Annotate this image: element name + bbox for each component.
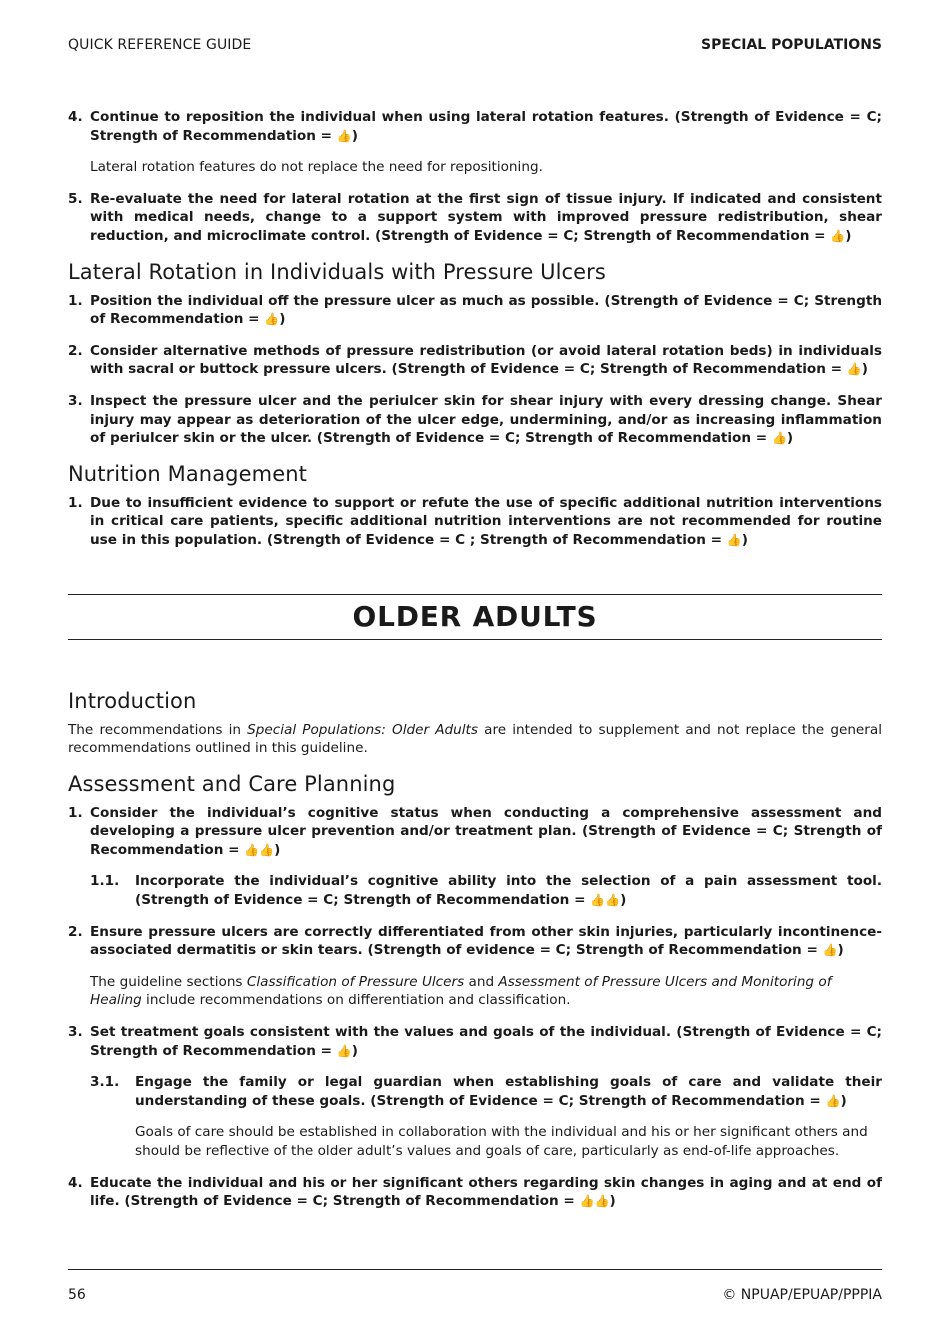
recommendation-item: 4. Continue to reposition the individual when using lateral rotation features. (Strength of Evidence = C; Strength of Recommendation = 👍) (68, 109, 882, 144)
thumbs-up-icon: 👍 (336, 128, 352, 143)
section-heading-lateral-rotation: Lateral Rotation in Individuals with Pressure Ulcers (68, 259, 606, 284)
intro-italic-title: Special Populations: Older Adults (247, 721, 478, 738)
major-section-banner (68, 594, 882, 640)
header-guide-title: QUICK REFERENCE GUIDE (68, 37, 252, 53)
thumbs-up-icon: 👍 (822, 943, 838, 958)
item-number: 4. (68, 109, 83, 125)
sub-recommendation-item: 1.1. Incorporate the individual’s cognitive ability into the selection of a pain assessment tool. (Strength of Evidence = C; Strength of Recommendation = 👍👍) (90, 873, 882, 909)
recommendation-item: 2. Ensure pressure ulcers are correctly differentiated from other skin injuries, particularly incontinence-associated dermatitis or skin tears. (Strength of evidence = C; Strength of Recommendation = 👍) (68, 923, 882, 959)
thumbs-up-icon: 👍 (264, 312, 280, 327)
item-text: Continue to reposition the individual when using lateral rotation features. (Strength of Evidence = C; Strength of Recommendation = (90, 109, 882, 144)
item-number: 4. (68, 1174, 83, 1191)
item-number: 1. (68, 494, 83, 511)
item-text: Position the individual off the pressure ulcer as much as possible. (Strength of Evidence = C; Strength of Recommendation = (90, 292, 882, 328)
thumbs-up-icon: 👍👍 (579, 1194, 610, 1209)
recommendation-item: 5. Re-evaluate the need for lateral rotation at the first sign of tissue injury. If indicated and consistent with medical needs, change to a support system with improved pressure redistribution, shear reduction, and microclimate control. (Strength of Evidence = C; Strength of Recommendation = 👍) (68, 190, 882, 244)
item-number: 3. (68, 392, 83, 409)
recommendation-item: 3. Inspect the pressure ulcer and the periulcer skin for shear injury with every dressing change. Shear injury may appear as deterioration of the ulcer edge, undermining, and/or as increasing inflammation of periulcer skin or the ulcer. (Strength of Evidence = C; Strength of Recommendation = 👍) (68, 392, 882, 447)
introduction-paragraph: The recommendations in Special Populations: Older Adults are intended to supplement and not replace the general recommendations outlined in this guideline. (68, 721, 882, 757)
thumbs-up-icon: 👍👍 (590, 893, 621, 908)
item-text: Due to insufficient evidence to support or refute the use of specific additional nutrition interventions in critical care patients, specific additional nutrition interventions are not recommended for routine use in this population. (Strength of Evidence = C ; Strength of Recommendation = (90, 494, 882, 548)
recommendation-note: Lateral rotation features do not replace the need for repositioning. (90, 159, 543, 176)
recommendation-note: Goals of care should be established in collaboration with the individual and his or her significant others and should be reflective of the older adult’s values and goals of care, particularly as end-of-life approaches. (135, 1124, 868, 1159)
copyright: © NPUAP/EPUAP/PPPIA (722, 1287, 882, 1303)
recommendation-item: 1. Position the individual off the pressure ulcer as much as possible. (Strength of Evidence = C; Strength of Recommendation = 👍) (68, 292, 882, 328)
running-header (68, 37, 882, 57)
recommendation-item: 2. Consider alternative methods of pressure redistribution (or avoid lateral rotation beds) in individuals with sacral or buttock pressure ulcers. (Strength of Evidence = C; Strength of Recommendation = 👍) (68, 342, 882, 378)
page-number: 56 (68, 1287, 86, 1303)
item-number: 2. (68, 923, 83, 940)
item-number: 3. (68, 1024, 83, 1041)
item-text: Incorporate the individual’s cognitive ability into the selection of a pain assessment tool. (Strength of Evidence = C; Strength of Recommendation = (135, 873, 882, 909)
item-number: 1. (68, 804, 83, 821)
item-text: Educate the individual and his or her significant others regarding skin changes in aging and at end of life. (Strength of Evidence = C; Strength of Recommendation = (90, 1174, 882, 1210)
page (68, 0, 882, 1342)
item-text: Consider alternative methods of pressure redistribution (or avoid lateral rotation beds) in individuals with sacral or buttock pressure ulcers. (Strength of Evidence = C; Strength of Recommendation = (90, 342, 882, 378)
footer-divider (68, 1269, 882, 1270)
thumbs-up-icon: 👍 (830, 228, 846, 243)
item-number: 1.1. (90, 873, 120, 890)
recommendation-item: 1. Due to insufficient evidence to support or refute the use of specific additional nutrition interventions in critical care patients, specific additional nutrition interventions are not recommended for routine use in this population. (Strength of Evidence = C ; Strength of Recommendation = 👍) (68, 494, 882, 548)
item-text: Ensure pressure ulcers are correctly differentiated from other skin injuries, particularly incontinence-associated dermatitis or skin tears. (Strength of evidence = C; Strength of Recommendation = (90, 923, 882, 959)
item-text: Re-evaluate the need for lateral rotation at the first sign of tissue injury. If indicated and consistent with medical needs, change to a support system with improved pressure redistribution, shear reduction, and microclimate control. (Strength of Evidence = C; Strength of Recommendation = (90, 190, 882, 244)
sub-recommendation-item: 3.1. Engage the family or legal guardian when establishing goals of care and validate their understanding of these goals. (Strength of Evidence = C; Strength of Recommendation = 👍) (90, 1074, 882, 1109)
thumbs-up-icon: 👍 (726, 532, 742, 547)
item-text: Consider the individual’s cognitive status when conducting a comprehensive assessment and developing a pressure ulcer prevention and/or treatment plan. (Strength of Evidence = C; Strength of Recommendation = (90, 804, 882, 858)
item-text: Engage the family or legal guardian when establishing goals of care and validate their understanding of these goals. (Strength of Evidence = C; Strength of Recommendation = (135, 1074, 882, 1109)
page-content (68, 108, 882, 1224)
item-number: 1. (68, 292, 83, 309)
section-heading-introduction: Introduction (68, 688, 197, 713)
recommendation-item: 1. Consider the individual’s cognitive status when conducting a comprehensive assessment and developing a pressure ulcer prevention and/or treatment plan. (Strength of Evidence = C; Strength of Recommendation = 👍👍) (68, 804, 882, 858)
thumbs-up-icon: 👍 (336, 1043, 352, 1058)
recommendation-note: The guideline sections Classification of Pressure Ulcers and Assessment of Pressure Ulcers and Monitoring of Healing include recommendations on differentiation and classification. (90, 973, 832, 1009)
section-heading-nutrition: Nutrition Management (68, 461, 307, 486)
section-heading-assessment: Assessment and Care Planning (68, 771, 396, 796)
recommendation-item: 3. Set treatment goals consistent with the values and goals of the individual. (Strength of Evidence = C; Strength of Recommendation = 👍) (68, 1024, 882, 1059)
item-text: Set treatment goals consistent with the values and goals of the individual. (Strength of Evidence = C; Strength of Recommendation = (90, 1024, 882, 1059)
header-section-title: SPECIAL POPULATIONS (701, 37, 882, 53)
thumbs-up-icon: 👍 (771, 431, 787, 446)
item-number: 2. (68, 342, 83, 359)
item-text: Inspect the pressure ulcer and the periulcer skin for shear injury with every dressing change. Shear injury may appear as deterioration of the ulcer edge, undermining, and/or as increasing inflammation of periulcer skin or the ulcer. (Strength of Evidence = C; Strength of Recommendation = (90, 392, 882, 447)
item-number: 5. (68, 190, 83, 207)
item-number: 3.1. (90, 1074, 120, 1091)
thumbs-up-icon: 👍 (825, 1093, 841, 1108)
thumbs-up-icon: 👍👍 (244, 842, 275, 857)
thumbs-up-icon: 👍 (846, 362, 862, 377)
major-section-title: OLDER ADULTS (352, 599, 598, 633)
recommendation-item: 4. Educate the individual and his or her significant others regarding skin changes in aging and at end of life. (Strength of Evidence = C; Strength of Recommendation = 👍👍) (68, 1174, 882, 1210)
